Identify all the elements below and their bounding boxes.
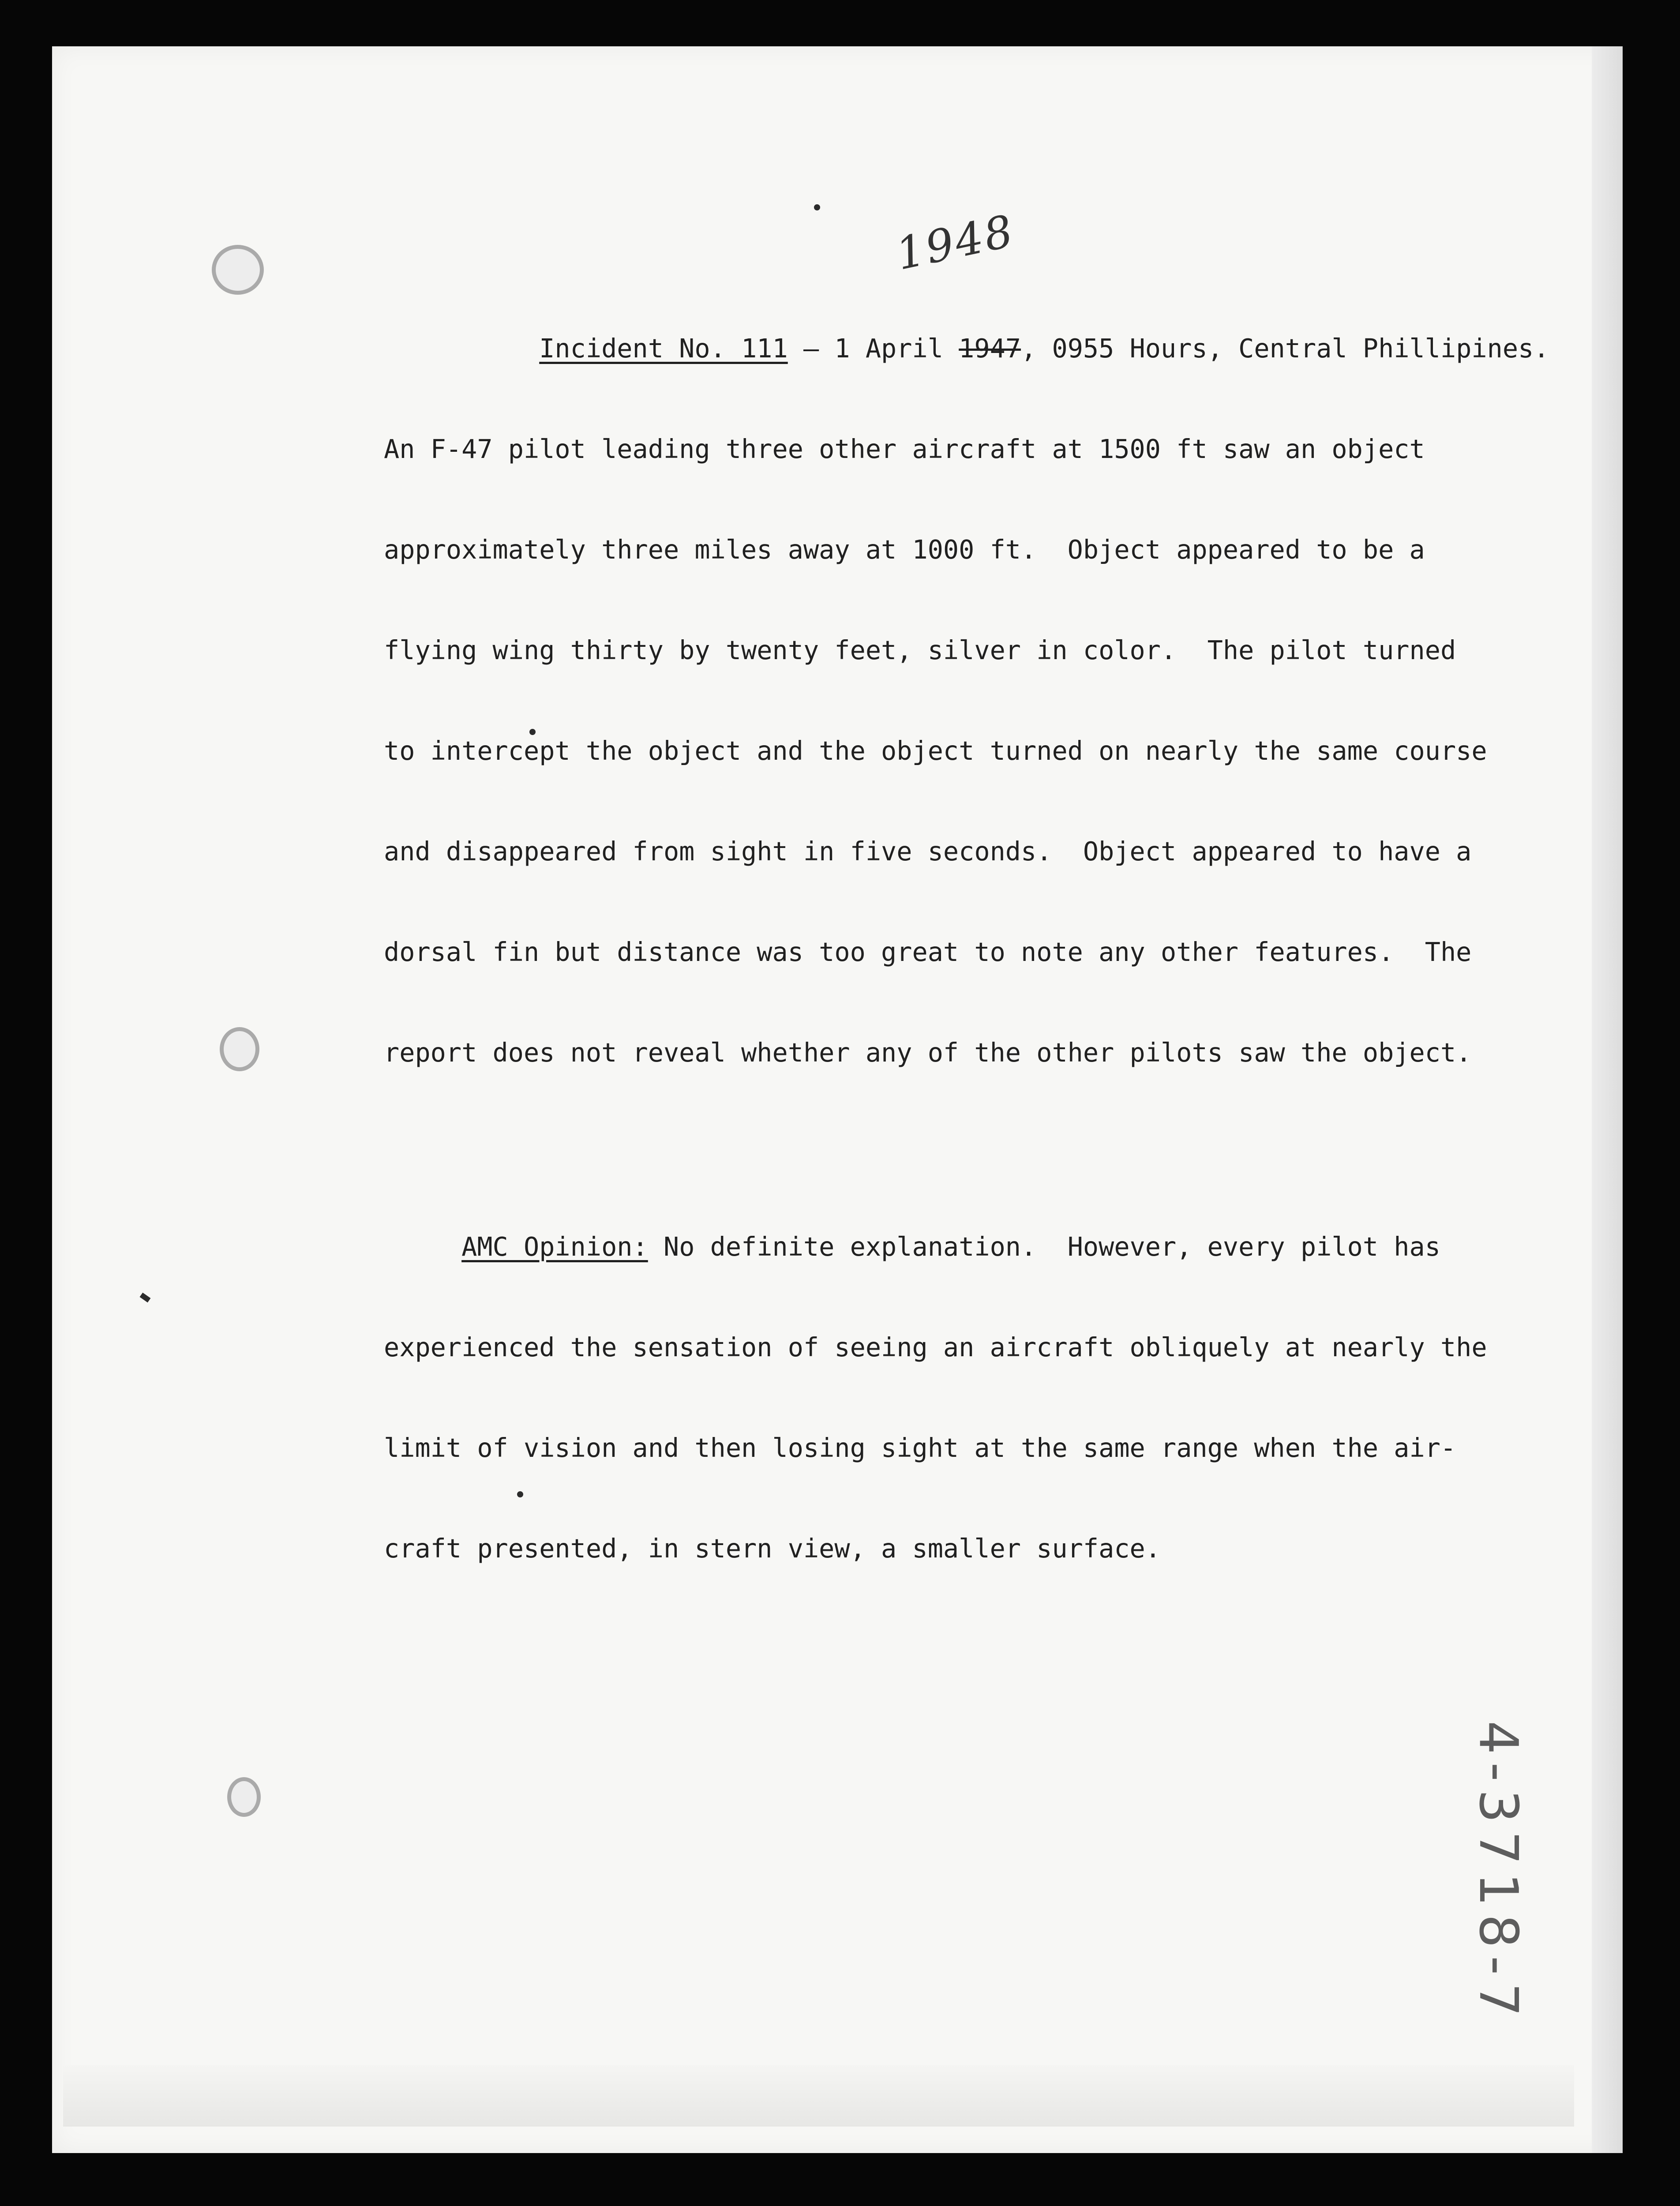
opinion-line: limit of vision and then losing sight at the same range when the air- [384,1433,1456,1463]
paragraph-gap [384,1137,1535,1163]
incident-line-1 [384,332,1549,365]
punch-hole-top [212,245,264,295]
page-right-edge [1592,46,1623,2153]
struck-year: 1947 [959,334,1021,364]
incident-line: report does not reveal whether any of the other pilots saw the object. [384,1038,1472,1068]
opinion-line: experienced the sensation of seeing an aircraft obliquely at nearly the [384,1332,1487,1362]
typed-text [384,265,1549,1599]
opinion-line-1-rest: No definite explanation. However, every pilot has [648,1232,1440,1262]
margin-reference-number: 4-3718-7 [1467,1721,1529,2025]
incident-line: flying wing thirty by twenty feet, silver in color. The pilot turned [384,635,1456,665]
page-bottom-band [63,2065,1574,2127]
opinion-line-1 [384,1230,1535,1264]
incident-line: and disappeared from sight in five seconds. Object appeared to have a [384,837,1472,867]
handwritten-year: 1948 [891,205,1019,280]
opinion-line: craft presented, in stern view, a smaller surface. [384,1534,1161,1564]
speck [814,204,820,210]
incident-date-prefix: — 1 April [788,334,959,364]
punch-hole-middle [220,1027,259,1071]
incident-line: approximately three miles away at 1000 ft. Object appeared to be a [384,535,1425,565]
incident-label: Incident No. 111 [539,334,788,364]
opinion-label: AMC Opinion: [461,1232,648,1262]
incident-line: dorsal fin but distance was too great to note any other features. The [384,937,1472,967]
incident-line-1-rest: , 0955 Hours, Central Phillipines. [1021,334,1549,364]
incident-line: to intercept the object and the object turned on nearly the same course [384,736,1487,766]
incident-line: An F-47 pilot leading three other aircraft at 1500 ft saw an object [384,434,1425,464]
punch-hole-lower [227,1777,261,1817]
